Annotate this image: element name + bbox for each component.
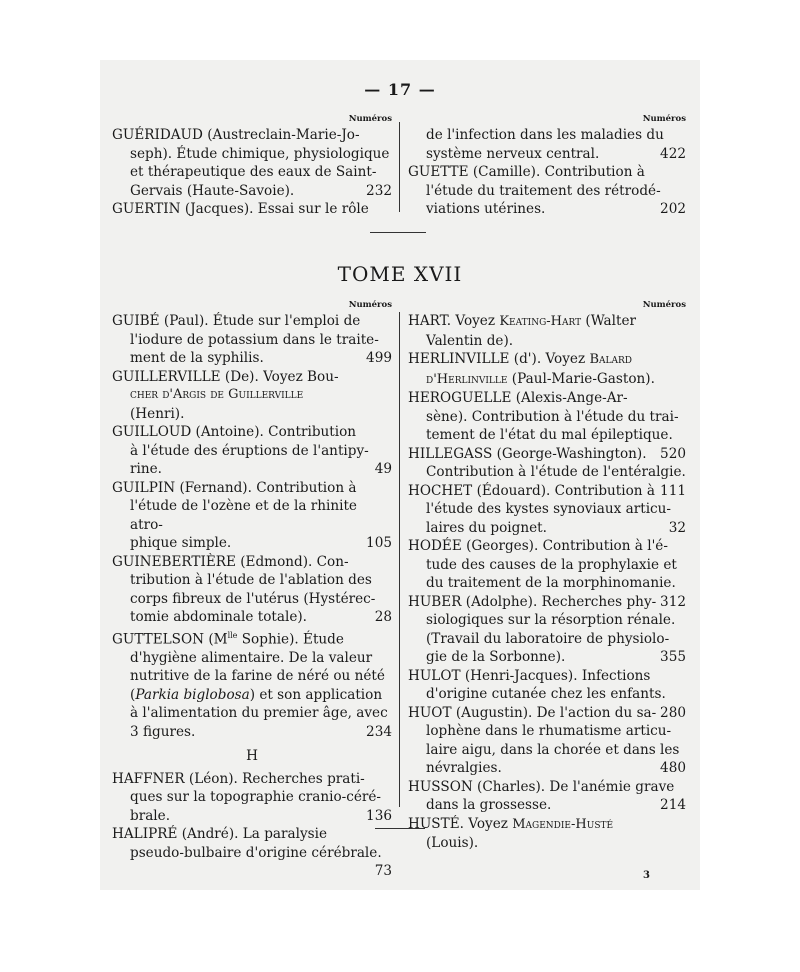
entry-guinebertiere: GUINEBERTIÈRE (Edmond). Con-	[112, 553, 349, 570]
entry-line: à l'alimentation du premier âge, avec	[130, 705, 388, 722]
entry-hulot: HULOT (Henri-Jacques). Infections	[408, 667, 651, 684]
entry-line: nutritive de la farine de néré ou nété	[130, 668, 385, 685]
entry-line: seph). Étude chimique, physiologique	[130, 145, 390, 162]
entry-line: siologiques sur la résorption rénale.	[426, 612, 676, 628]
entry-number: 214	[660, 797, 686, 813]
section-letter: H	[246, 748, 258, 765]
entry-line: tribution à l'étude de l'ablation des	[130, 572, 372, 588]
entry-line: Valentin de).	[426, 332, 514, 349]
entry-line: d'origine cutanée chez les enfants. 280	[426, 686, 686, 721]
entry-line: laires du poignet. 32	[426, 519, 686, 536]
entry-number: 422	[660, 145, 686, 162]
section-rule	[370, 232, 426, 233]
entry-line: 3 figures. 234	[130, 723, 392, 740]
entry-huber: HUBER (Adolphe). Recherches phy-	[408, 593, 657, 610]
entry-line: laire aigu, dans la chorée et dans les	[426, 741, 680, 758]
entry-line: à l'étude des éruptions de l'antipy-	[130, 442, 369, 459]
column-divider-bottom	[399, 312, 400, 807]
entry-line: (Henri).	[130, 405, 185, 422]
entry-number: 520	[660, 445, 686, 462]
entry-halipre: HALIPRÉ (André). La paralysie	[112, 826, 328, 843]
entry-number: 312	[660, 593, 686, 610]
entry-guillerville: GUILLERVILLE (De). Voyez Bou-	[112, 368, 339, 385]
entry-line: et thérapeutique des eaux de Saint-	[130, 164, 377, 180]
bottom-left-column	[112, 300, 392, 881]
entry-number: 73	[374, 863, 392, 880]
bottom-right-column	[408, 300, 686, 853]
entry-line: ques sur la topographie cranio-céré-	[130, 789, 382, 806]
entry-number: 105	[366, 535, 392, 551]
entry-line: tomie abdominale totale). 28	[130, 609, 392, 625]
entry-line: rine. 49	[130, 461, 392, 477]
entry-guilloud: GUILLOUD (Antoine). Contribution	[112, 424, 357, 440]
entry-number: 28	[374, 609, 392, 625]
entry-guttelson: GUTTELSON ($M^{lle}$ Sophie). Étude	[112, 630, 344, 648]
entry-line: tement de l'état du mal épileptique. 520	[426, 427, 686, 462]
entry-line: (Travail du laboratoire de physiolo-	[426, 630, 670, 647]
entry-huste: HUSTÉ. Voyez Magendie-Husté	[408, 815, 614, 832]
entry-herlinville: HERLINVILLE (d'). Voyez Balard	[408, 351, 632, 367]
entry-husson: HUSSON (Charles). De l'anémie grave	[408, 778, 675, 795]
entry-number: 49	[374, 461, 392, 477]
entry-line: Contribution à l'étude de l'entéralgie. 111	[426, 464, 686, 499]
entry-line: système nerveux central. 422	[426, 145, 686, 162]
entry-line: l'étude des kystes synoviaux articu-	[426, 501, 671, 517]
entry-line: gie de la Sorbonne). 355	[426, 649, 686, 665]
end-rule	[375, 828, 425, 829]
entry-line: de l'infection dans les maladies du	[426, 127, 664, 143]
entry-number: 480	[660, 760, 686, 776]
entry-number: 111	[660, 482, 686, 499]
entry-number: 32	[668, 519, 686, 536]
entry-number: 234	[366, 723, 392, 740]
entry-line: corps fibreux de l'utérus (Hystérec-	[130, 590, 376, 607]
entry-line: d'Herlinville (Paul-Marie-Gaston).	[426, 370, 655, 387]
entry-line: brale. 136	[130, 807, 392, 824]
entry-hart: HART. Voyez Keating-Hart (Walter	[408, 313, 636, 329]
entry-number: 202	[660, 201, 686, 217]
entry-line: (Parkia biglobosa) et son application	[130, 686, 383, 703]
entry-line: lophène dans le rhumatisme articu-	[426, 723, 672, 739]
entry-number: 280	[660, 704, 686, 721]
entry-line: GUÉRIDAUD (Austreclain-Marie-Jo-	[112, 127, 360, 143]
entry-haffner: HAFFNER (Léon). Recherches prati-	[112, 770, 365, 787]
entry-line: (Louis).	[426, 835, 479, 851]
page-number: — 17 —	[364, 80, 436, 99]
entry-line: viations utérines. 202	[426, 201, 686, 217]
entry-number: 136	[366, 807, 392, 824]
entry-line: tude des causes de la prophylaxie et	[426, 556, 677, 573]
sheet-signature: 3	[643, 870, 650, 881]
entry-hillegass: HILLEGASS (George-Washington).	[408, 445, 647, 462]
entry-line: sène). Contribution à l'étude du trai-	[426, 408, 679, 425]
entry-line: ment de la syphilis. 499	[130, 350, 392, 366]
entry-line: pseudo-bulbaire d'origine cérébrale. 73	[130, 844, 392, 880]
entry-line: l'iodure de potassium dans le traite-	[130, 331, 379, 348]
entry-line: névralgies. 480	[426, 760, 686, 776]
column-divider-top	[399, 122, 400, 212]
entry-number: 232	[366, 182, 392, 199]
entry-line: dans la grossesse. 214	[426, 797, 686, 813]
tome-title: TOME XVII	[337, 262, 463, 286]
entry-huot: HUOT (Augustin). De l'action du sa-	[408, 704, 657, 721]
entry-line: l'étude du traitement des rétrodé-	[426, 182, 661, 199]
entry-line: GUERTIN (Jacques). Essai sur le rôle	[112, 201, 369, 217]
top-left-column	[112, 114, 392, 219]
entry-guibe: GUIBÉ (Paul). Étude sur l'emploi de	[112, 313, 361, 329]
numeros-header: Numéros	[642, 300, 686, 310]
numeros-header: Numéros	[348, 114, 392, 124]
entry-hodee: HODÉE (Georges). Contribution à l'é-	[408, 538, 668, 554]
entry-line: l'étude de l'ozène et de la rhinite atro-	[130, 498, 357, 533]
numeros-header: Numéros	[642, 114, 686, 124]
entry-line: du traitement de la morphinomanie. 312	[426, 575, 686, 610]
entry-line: cher d'Argis de Guillerville	[130, 387, 304, 402]
entry-number: 355	[660, 649, 686, 665]
numeros-header: Numéros	[348, 300, 392, 310]
entry-hochet: HOCHET (Édouard). Contribution à	[408, 482, 655, 499]
entry-heroguelle: HEROGUELLE (Alexis-Ange-Ar-	[408, 390, 628, 406]
entry-line: Gervais (Haute-Savoie). 232	[130, 182, 392, 199]
entry-line: d'hygiène alimentaire. De la valeur	[130, 649, 373, 666]
entry-guilpin: GUILPIN (Fernand). Contribution à	[112, 479, 357, 496]
entry-number: 499	[366, 350, 392, 366]
entry-guette: GUETTE (Camille). Contribution à	[408, 164, 645, 180]
entry-gueridaud	[112, 126, 392, 200]
entry-line: phique simple. 105	[130, 535, 392, 551]
top-right-column	[408, 114, 686, 219]
entry-guertin	[112, 200, 392, 219]
